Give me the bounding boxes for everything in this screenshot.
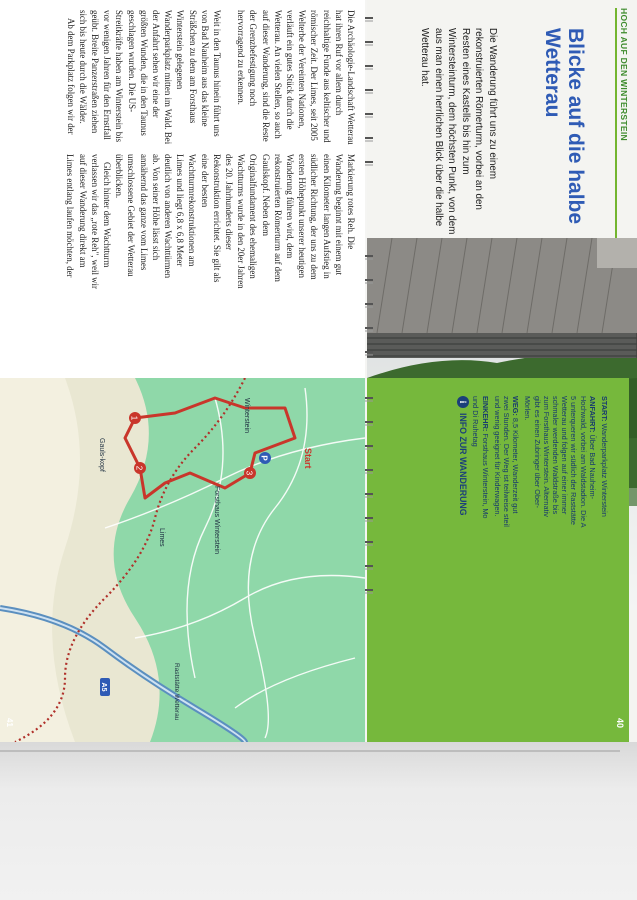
waypoint-1: 1 — [129, 415, 139, 421]
label-raststaette: Raststätte Wetterau — [173, 663, 180, 721]
info-heading: i INFO ZUR WANDERUNG — [457, 396, 469, 516]
text-column-1 — [64, 10, 357, 146]
label-start: Start — [303, 448, 313, 469]
page-edge — [0, 750, 620, 752]
article-title: Blicke auf die halbe Wetterau — [541, 28, 587, 225]
text-para-3: Ab dem Parkplatz folgen wir der — [65, 18, 76, 135]
info-start: START: Wanderparkplatz Winterstein — [600, 396, 609, 517]
article-intro: Die Wanderung führt uns zu einem rekonstruierten Römerturm, vorbei an den Resten eines Kastells bis hin zum Wintersteinturm, dem höchsten Punkt, von dem aus man einen herrlichen Blick über die halbe Wetterau hat. — [419, 28, 498, 235]
info-icon: i — [457, 396, 469, 408]
waypoint-2: 2 — [134, 465, 144, 471]
map-image — [0, 378, 365, 742]
page-photo — [367, 0, 637, 742]
label-gaulskopf: Gauls-kopf — [98, 438, 105, 472]
label-limes: Limes — [158, 528, 165, 547]
label-forsthaus: Forsthaus Winterstein — [213, 486, 220, 555]
info-einkehr: EINKEHR: Forsthaus Winterstein, Mo und Di Ruhetag — [471, 396, 490, 519]
text-para-2: Weit in den Taunus hinein führt uns von Bad Nauheim aus das kleine Sträßchen zu dem am Forsthaus Winterstein gelegenen Wanderparkplatz mitten im Wald. Bei der Anfahrt sehen wir eine der größten Wunden, die in den Taunus geschlagen wurden. Die US-Streitkräfte haben am Winterstein bis vor wenigen Jahren für den Ernstfall geübt. Breite Panzerstraßen ziehen sich bis heute durch die Wälder. — [77, 10, 222, 145]
info-weg: WEG: 8,5 Kilometer, Wanderzeit gut zwei Stunden. Der Weg ist teilweise steil und wenig geeignet für Kinderwagen. — [492, 396, 521, 527]
parking-icon: P — [259, 455, 269, 461]
page-number-left: 40 — [615, 718, 625, 729]
label-a5: A5 — [100, 682, 107, 692]
info-anfahrt: ANFAHRT: Über Bad Nauheim-Hochwald, vorbei am Waldstadion. Die A 5 unterqueren wir südlich der Raststätte Wetterau und folgen auf einer immer schmaler werdenden Waldstraße bis zum Forsthaus Winterstein. Alternativ gibt es einen Zubringer über Ober-Mörlen. — [523, 396, 597, 528]
text-para-4: Markierung rotes Reh. Die Wanderung beginnt mit einem gut einen Kilometer langen Aufstieg in südlicher Richtung, der uns zu dem ersten Höhepunkt unserer heutigen Wanderung führen wird, dem rekonstruierten Römerturm auf dem Gaulskopf. Neben dem Originalfundament des ehemaligen Wachtturms wurde in den 20er Jahren des 20. Jahrhunderts dieser Rekonstruktion errichtet. Sie gilt als eine der besten Wachtturmrekonstruktionen am Limes und liegt 6,8 x 6,8 Meter deutlich von anderen Wachttürmen ab. Von seiner Höhe lässt sich annähernd das ganze vom Limes umschlossene Gebiet der Wetterau überblicken. — [114, 154, 356, 289]
label-winterstein: Winterstein — [243, 398, 250, 434]
text-column-2 — [64, 154, 357, 290]
info-body — [379, 396, 609, 528]
page-number-right: 41 — [5, 718, 14, 727]
route-map — [0, 378, 365, 742]
text-para-5: Gleich hinter dem Wachtturm verlassen wir das „rote Reh", weil wir auf dieser Wanderung direkt am Limes entlang laufen möchten, der — [65, 154, 112, 289]
text-para-1: Die Archäologie-Landschaft Wetterau hat ihren Ruf vor allem durch reichhaltige Funde aus keltischer und römischer Zeit. Der Limes, seit 2005 Welterbe der Vereinten Nationen, verläuft ein gutes Stück durch die Wetterau. An vielen Stellen, so auch auf dieser Wanderung, sind die Reste der Grenzbefestigung noch hervorragend zu erkennen. — [236, 10, 356, 145]
page-underlay — [0, 742, 637, 900]
waypoint-3: 3 — [244, 470, 254, 476]
page-text-map — [0, 0, 365, 742]
header-section-title: HOCH AUF DEN WINTERSTEIN — [619, 8, 629, 141]
